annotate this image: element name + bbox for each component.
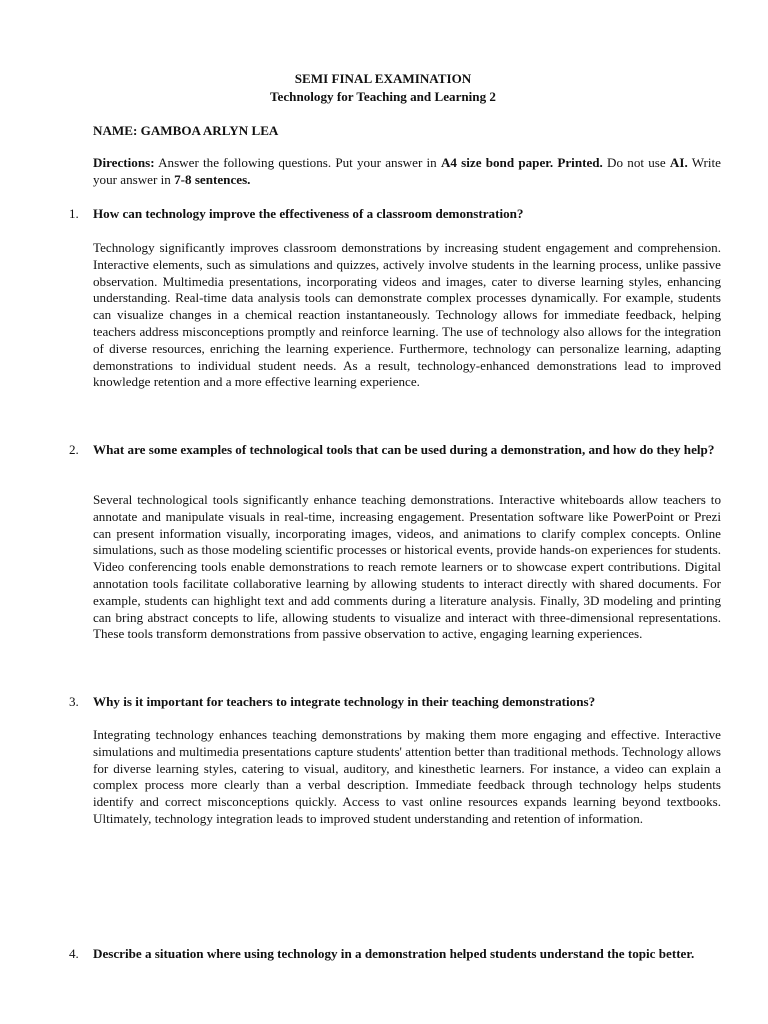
question-text: Why is it important for teachers to integrate technology in their teaching demonstrations? [93, 694, 596, 709]
directions-bold-3: 7-8 sentences. [174, 171, 251, 187]
answer-1: Technology significantly improves classroom demonstrations by increasing student engagement and comprehension. Interactive elements, such as simulations and quizzes, actively involve students in the learning process, unlike passive observation. Multimedia presentations, incorporating videos and images, cater to diverse learning styles, enhancing understanding. Real-time data analysis tools can demonstrate complex processes dynamically. For example, students can visualize changes in a chemical reaction instantaneously. Technology allows for immediate feedback, helping teachers address misconceptions promptly and reinforce learning. The use of technology also allows for the integration of diverse resources, enriching the learning experience. Furthermore, technology can personalize learning, adapting demonstrations to individual student needs. As a result, technology-enhanced demonstrations lead to improved knowledge retention and a more effective learning experience. [93, 240, 721, 390]
directions-text-2: Do not use [602, 155, 670, 170]
question-number: 2. [69, 442, 79, 457]
directions-bold-1: A4 size bond paper. Printed. [440, 155, 603, 170]
question-text: How can technology improve the effectiveness of a classroom demonstration? [93, 206, 524, 221]
question-text: What are some examples of technological tools that can be used during a demonstration, and how do they help? [93, 442, 715, 457]
answer-3: Integrating technology enhances teaching demonstrations by making them more engaging and effective. Interactive simulations and multimedia presentations capture students' attention better than traditional methods. Technology allows for diverse learning styles, catering to visual, auditory, and kinesthetic learners. For instance, a video can explain a complex process more clearly than a verbal description. Immediate feedback through technology helps students identify and correct misconceptions quickly. Access to vast online resources expands learning beyond textbooks. Ultimately, technology integration leads to improved student understanding and retention of information. [93, 727, 721, 826]
directions [93, 155, 721, 189]
student-name: NAME: GAMBOA ARLYN LEA [93, 123, 279, 138]
question-2 [69, 442, 721, 459]
exam-title: SEMI FINAL EXAMINATION [294, 71, 472, 86]
question-1 [69, 206, 721, 223]
directions-text-1: Answer the following questions. Put your answer in [154, 155, 441, 170]
directions-bold-2: AI. [669, 155, 688, 170]
question-number: 4. [69, 946, 79, 961]
directions-label: Directions: [93, 155, 155, 170]
answer-2: Several technological tools significantly enhance teaching demonstrations. Interactive whiteboards allow teachers to annotate and manipulate visuals in real-time, increasing engagement. Presentation software like PowerPoint or Prezi can present information visually, incorporating images, videos, and animations to clarify complex concepts. Online simulations, such as those modeling scientific processes or historical events, provide hands-on experiences for students. Video conferencing tools enable demonstrations to reach remote learners or to showcase expert contributions. Digital annotation tools facilitate collaborative learning by allowing students to interact directly with shared documents. For example, students can highlight text and add comments during a literature analysis. Finally, 3D modeling and printing can bring abstract concepts to life, allowing students to visualize and interact with three-dimensional representations. These tools transform demonstrations from passive observation to active, engaging learning experiences. [93, 492, 721, 642]
question-3 [69, 694, 721, 711]
question-text: Describe a situation where using technology in a demonstration helped students understand the topic better. [93, 946, 695, 961]
title-block [0, 70, 766, 106]
question-number: 3. [69, 694, 79, 709]
course-title: Technology for Teaching and Learning 2 [270, 89, 496, 104]
question-number: 1. [69, 206, 79, 221]
question-4 [69, 946, 721, 963]
directions-text-3: Write your answer in [93, 155, 721, 187]
